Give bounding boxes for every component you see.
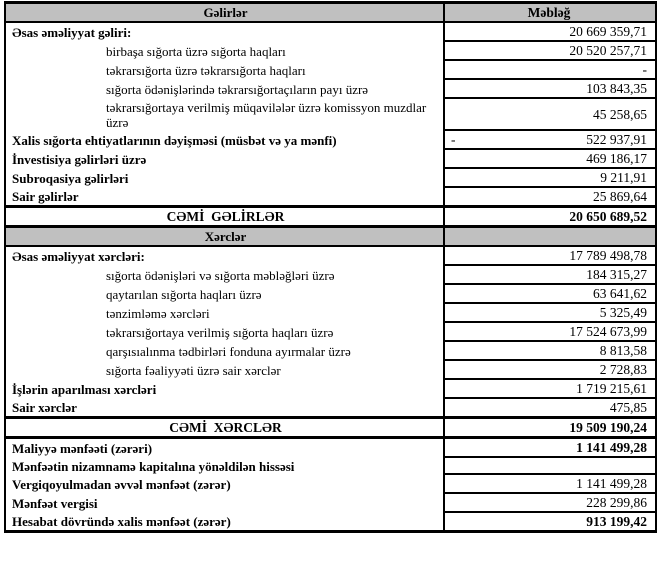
amount-text: 913 199,42 [586,514,647,529]
table-row [6,380,655,399]
row-label: Gəlirlər [203,5,248,20]
row-value [443,342,655,361]
row-value [443,228,655,245]
row-label: CƏMİ GƏLİRLƏR [166,209,285,224]
amount-text: 8 813,58 [599,343,647,358]
table-row [6,131,655,150]
row-label: Subroqasiya gəlirləri [12,171,129,186]
row-value [443,150,655,169]
amount-text: 63 641,62 [593,286,647,301]
row-label: İşlərin aparılması xərcləri [12,382,157,397]
amount-text: 17 789 498,78 [569,248,647,263]
table-row [6,23,655,42]
row-label: Maliyyə mənfəəti (zərəri) [12,441,153,456]
amount-text: 1 141 499,28 [576,476,647,491]
row-label: sığorta ödənişləri və sığorta məbləğləri üzrə [106,268,335,283]
table-row [6,169,655,188]
row-label: CƏMİ XƏRCLƏR [169,420,282,435]
table-row [6,304,655,323]
row-label: sığorta ödənişlərində təkrarsığortaçıların payı üzrə [106,82,369,97]
row-value [443,380,655,399]
row-value [443,304,655,323]
row-value [443,475,655,494]
row-label: qaytarılan sığorta haqları üzrə [106,287,262,302]
amount-text: 25 869,64 [593,189,647,204]
row-value [443,61,655,80]
table-row [6,285,655,304]
amount-text: 1 141 499,28 [576,440,647,455]
amount-text: 2 728,83 [599,362,647,377]
table-row [6,42,655,61]
total-row [6,416,655,439]
row-label: birbaşa sığorta üzrə sığorta haqları [106,44,286,59]
table-row [6,188,655,205]
amount-text: 228 299,86 [586,495,647,510]
amount-text: 9 211,91 [600,170,647,185]
row-value [443,513,655,530]
table-row [6,342,655,361]
row-label: təkrarsığortaya verilmiş müqavilələr üzrə komissyon muzdlar üzrə [106,100,427,130]
amount-text: Məbləğ [527,5,571,20]
row-value [443,80,655,99]
row-value [443,439,655,458]
row-label: Əsas əməliyyat gəliri: [12,25,132,40]
row-value [443,494,655,513]
amount-text: 475,85 [609,400,647,415]
row-label: Mənfəətin nizamnamə kapitalına yönəldilən hissəsi [12,459,295,474]
table-row [6,247,655,266]
row-label: Sair gəlirlər [12,189,79,204]
amount-text: 522 937,91 [586,132,647,147]
row-label: İnvestisiya gəlirləri üzrə [12,152,147,167]
row-value [443,323,655,342]
column-header-row [6,4,655,23]
row-label: Sair xərclər [12,400,77,415]
amount-text: 184 315,27 [586,267,647,282]
row-label: tənzimləmə xərcləri [106,306,210,321]
total-row [6,205,655,228]
row-value [443,23,655,42]
row-value [443,419,655,436]
row-value [443,4,655,21]
table-row [6,266,655,285]
row-label: Vergiqoyulmadan əvvəl mənfəət (zərər) [12,477,231,492]
row-label: qarşısıalınma tədbirləri fonduna ayırmalar üzrə [106,344,351,359]
table-row [6,150,655,169]
amount-text: 20 650 689,52 [569,209,647,224]
table-row [6,475,655,494]
row-value [443,247,655,266]
section-header-row [6,228,655,247]
row-value [443,285,655,304]
row-label: təkrarsığorta üzrə təkrarsığorta haqları [106,63,306,78]
row-value [443,42,655,61]
amount-text: 20 669 359,71 [569,24,647,39]
row-label: Hesabat dövründə xalis mənfəət (zərər) [12,514,231,529]
negative-sign: - [451,132,456,147]
amount-text: 5 325,49 [599,305,647,320]
table-row [6,458,655,475]
table-row [6,513,655,530]
table-row [6,494,655,513]
table-row [6,80,655,99]
row-value [443,361,655,380]
row-label: təkrarsığortaya verilmiş sığorta haqları üzrə [106,325,334,340]
table-row [6,323,655,342]
row-value [443,131,655,150]
amount-text: - [642,62,647,77]
table-row [6,439,655,458]
amount-text: 469 186,17 [586,151,647,166]
row-label: Xalis sığorta ehtiyatlarının dəyişməsi (müsbət və ya mənfi) [12,133,337,148]
row-value [443,169,655,188]
row-label: Mənfəət vergisi [12,496,98,511]
amount-text: 103 843,35 [586,81,647,96]
table-row [6,61,655,80]
amount-text: 20 520 257,71 [569,43,647,58]
table-row [6,99,655,131]
table-row [6,399,655,416]
amount-text: 45 258,65 [593,106,647,122]
row-value [443,266,655,285]
row-value [443,458,655,475]
row-value [443,208,655,225]
amount-text: 1 719 215,61 [576,381,647,396]
row-label: sığorta fəaliyyəti üzrə sair xərclər [106,363,281,378]
table-row [6,361,655,380]
row-value [443,399,655,416]
row-label: Xərclər [204,229,247,244]
row-value [443,188,655,205]
amount-text: 17 524 673,99 [569,324,647,339]
income-expense-table [4,1,657,533]
row-value [443,99,655,131]
row-label: Əsas əməliyyat xərcləri: [12,249,145,264]
amount-text: 19 509 190,24 [569,420,647,435]
